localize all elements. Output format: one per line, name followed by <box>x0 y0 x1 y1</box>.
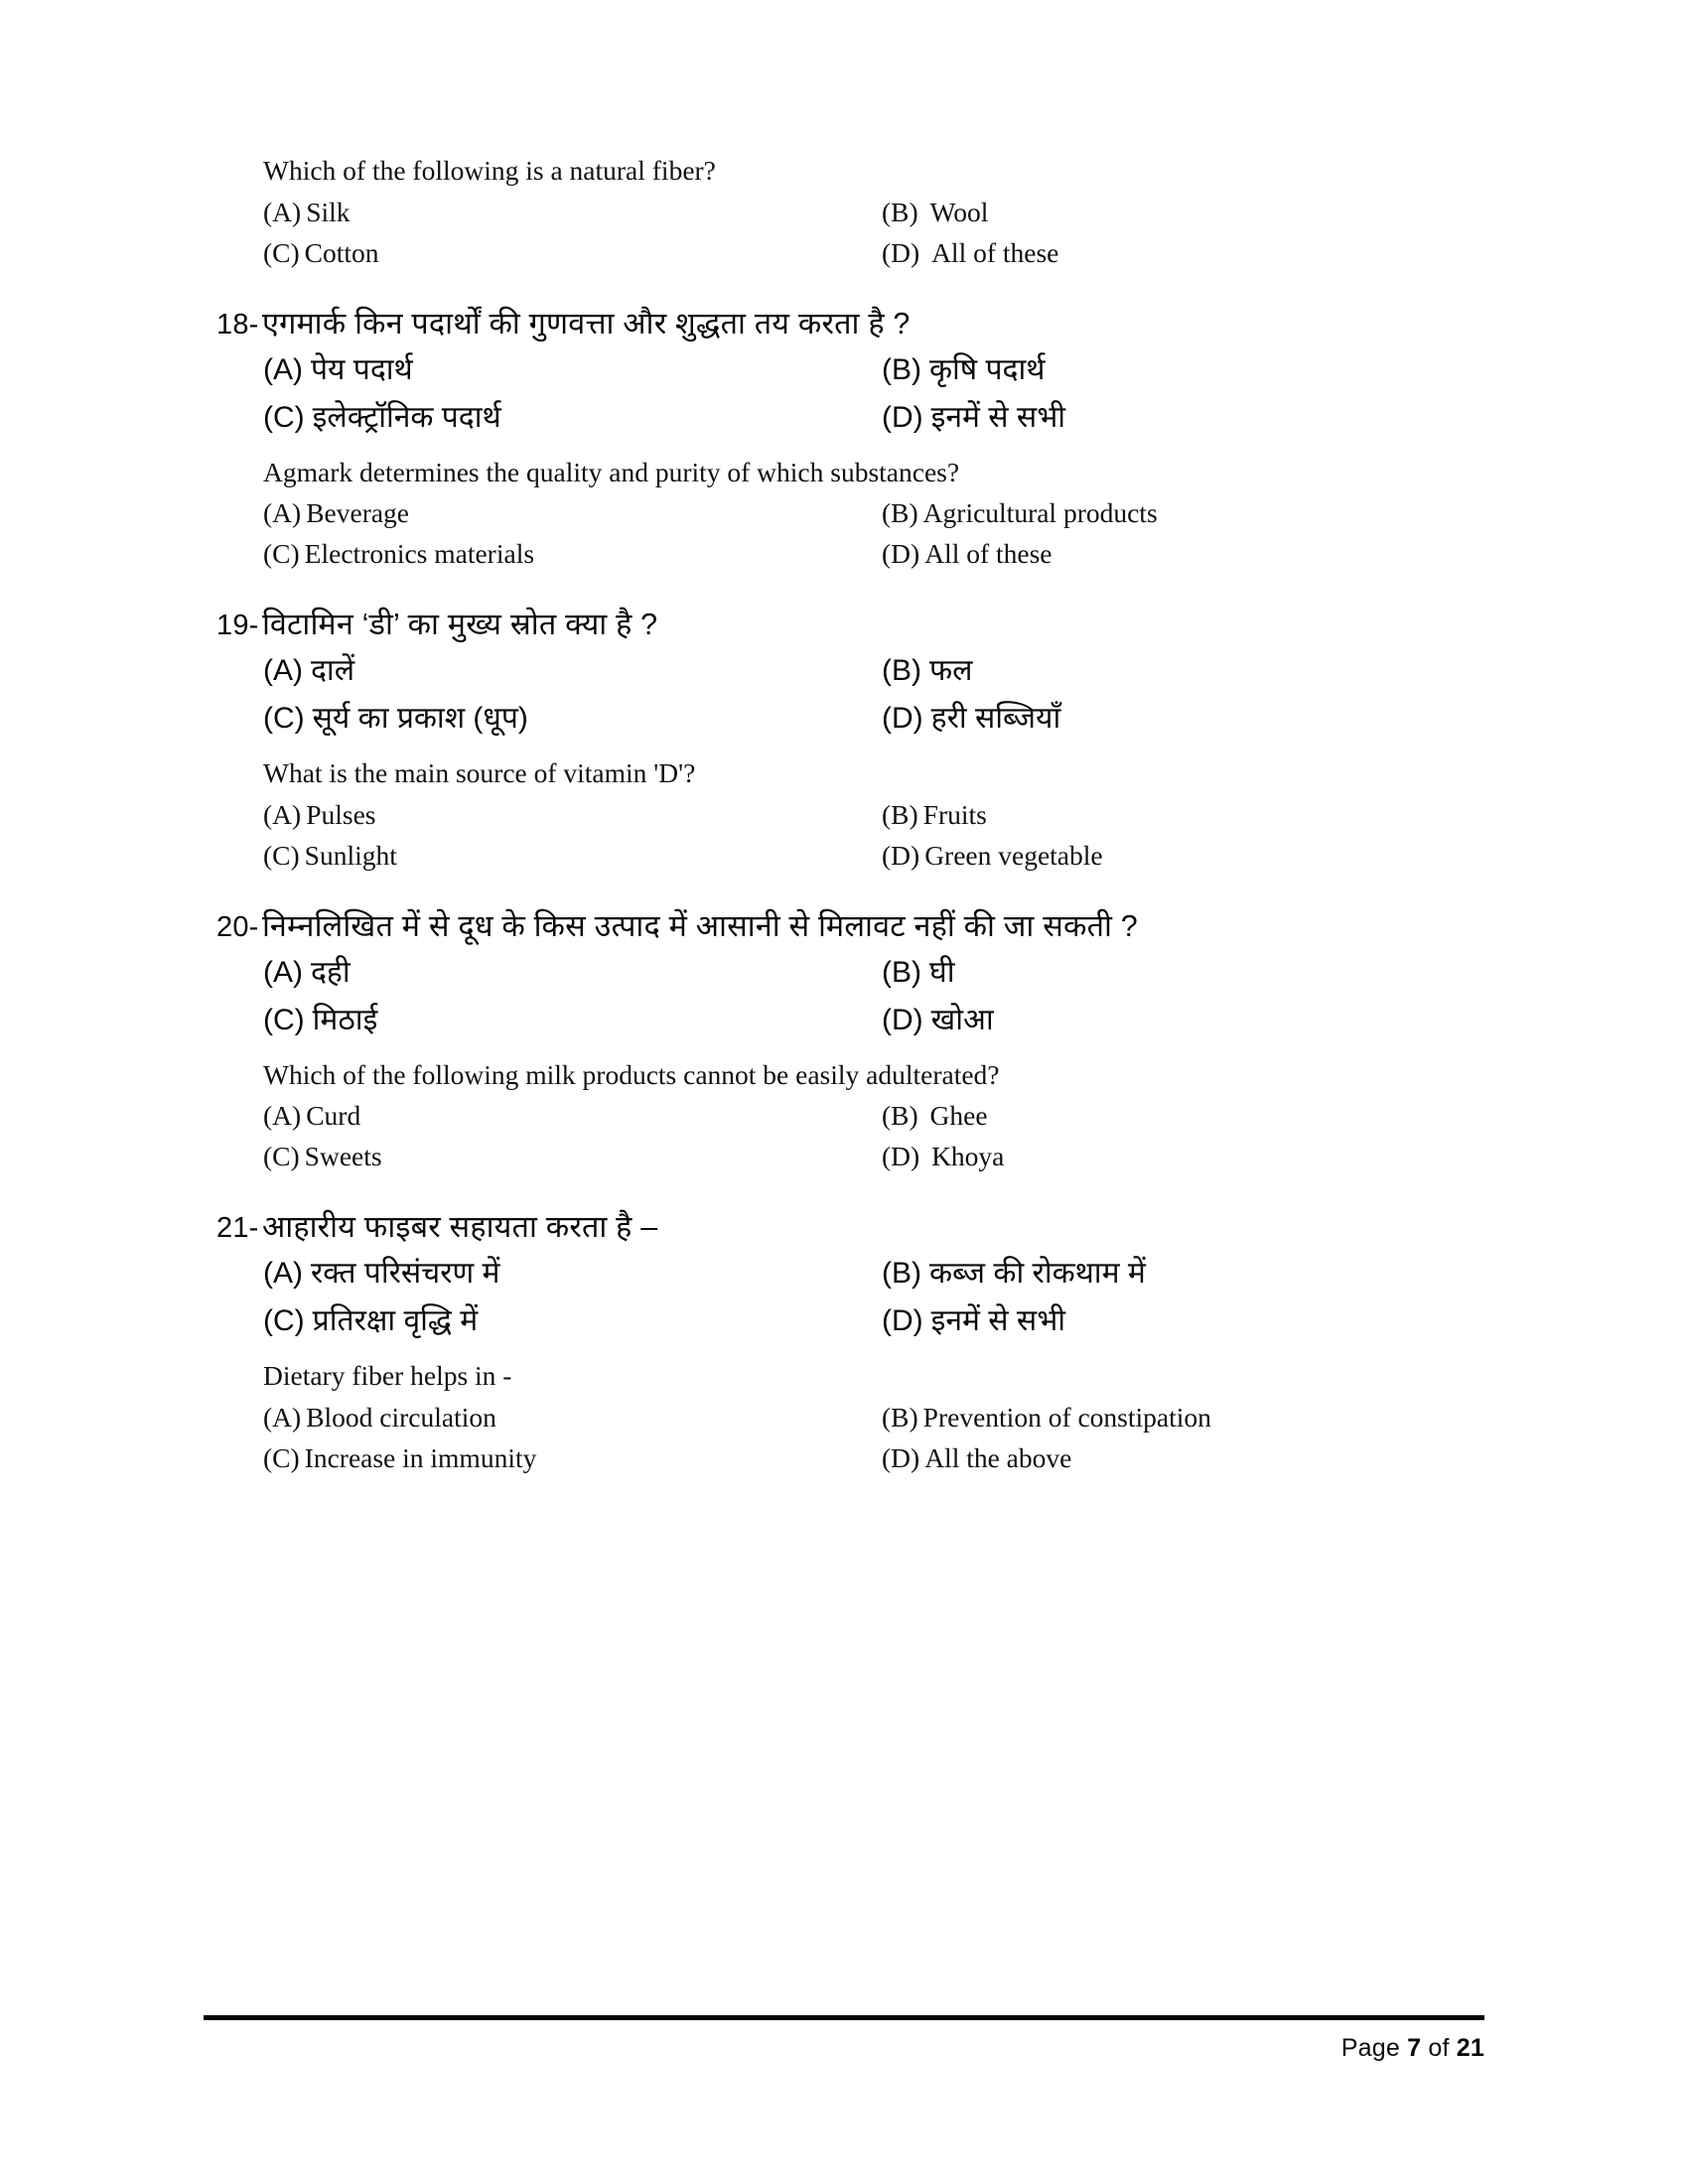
question-block-17-continuation <box>204 157 1484 267</box>
option-row <box>204 400 1484 434</box>
page-footer <box>204 2015 1484 2063</box>
option-b[interactable] <box>882 799 987 830</box>
option-cell <box>844 1441 1484 1473</box>
question-stem-hi <box>216 610 1484 640</box>
option-row <box>204 656 1484 686</box>
option-cell <box>204 1401 844 1433</box>
option-label: (A) <box>263 1100 302 1131</box>
option-c[interactable] <box>263 538 534 569</box>
option-row <box>204 352 1484 386</box>
option-c[interactable] <box>263 1304 478 1337</box>
option-c[interactable] <box>263 840 397 871</box>
option-d[interactable] <box>882 1141 1004 1171</box>
option-label: (B) <box>882 654 921 687</box>
option-cell <box>204 540 844 568</box>
option-cell <box>844 352 1484 386</box>
question-number: 20- <box>216 910 259 943</box>
option-text: हरी सब्जियाँ <box>930 702 1061 735</box>
option-d[interactable] <box>882 840 1103 871</box>
option-row <box>204 196 1484 227</box>
question-text-hi: विटामिन ‘डी’ का मुख्य स्रोत क्या है ? <box>262 608 658 641</box>
option-d[interactable] <box>882 702 1060 735</box>
option-cell <box>204 1441 844 1473</box>
questions-container <box>204 157 1484 1485</box>
option-cell <box>844 540 1484 568</box>
option-row <box>204 955 1484 989</box>
option-cell <box>844 704 1484 734</box>
option-row <box>204 236 1484 268</box>
option-text: All the above <box>924 1441 1072 1473</box>
question-stem-en: Which of the following milk products cannot be easily adulterated? <box>263 1058 1000 1090</box>
option-c[interactable] <box>263 702 528 735</box>
option-cell <box>204 839 844 871</box>
option-cell <box>204 1306 844 1336</box>
option-label: (D) <box>882 236 920 268</box>
option-text: इनमें से सभी <box>930 400 1066 434</box>
question-text-hi: आहारीय फाइबर सहायता करता है – <box>262 1210 658 1244</box>
option-text: फल <box>929 654 973 687</box>
option-d[interactable] <box>882 538 1053 569</box>
option-label: (A) <box>263 196 302 227</box>
option-row <box>204 1441 1484 1473</box>
option-b[interactable] <box>882 1402 1211 1433</box>
option-d[interactable] <box>882 1304 1065 1337</box>
question-block-20 <box>204 908 1484 1171</box>
option-row <box>204 798 1484 830</box>
option-text: Agricultural products <box>922 497 1158 528</box>
option-b[interactable] <box>882 353 1045 386</box>
option-cell <box>844 656 1484 686</box>
option-label: (D) <box>882 839 920 871</box>
option-cell <box>844 1306 1484 1336</box>
option-text: पेय पदार्थ <box>311 352 413 386</box>
question-text-hi: निम्नलिखित में से दूध के किस उत्पाद में आसानी से मिलावट नहीं की जा सकती ? <box>262 908 1138 943</box>
option-label: (A) <box>263 1257 303 1290</box>
option-b[interactable] <box>882 197 988 227</box>
option-text: सूर्य का प्रकाश (धूप) <box>312 702 528 735</box>
option-cell <box>844 798 1484 830</box>
option-text: Blood circulation <box>306 1401 496 1433</box>
option-label: (B) <box>882 1100 918 1131</box>
question-block-19 <box>204 610 1484 870</box>
option-a[interactable] <box>263 1100 360 1131</box>
option-cell <box>844 1003 1484 1036</box>
question-stem-en: Dietary fiber helps in - <box>263 1360 512 1391</box>
option-row <box>204 1102 1484 1130</box>
question-number: 19- <box>216 610 259 641</box>
option-label: (A) <box>263 1401 302 1433</box>
option-label: (B) <box>882 497 918 528</box>
question-number: 21- <box>216 1212 259 1244</box>
question-stem-en: Which of the following is a natural fiber? <box>263 155 716 186</box>
option-label: (B) <box>882 798 918 830</box>
option-cell <box>844 1102 1484 1130</box>
question-stem-en: What is the main source of vitamin 'D'? <box>263 757 696 788</box>
option-label: (C) <box>263 1441 300 1473</box>
option-text: Curd <box>306 1100 361 1131</box>
option-cell <box>844 839 1484 871</box>
option-text: Pulses <box>306 798 376 830</box>
option-text: मिठाई <box>312 1003 378 1036</box>
option-a[interactable] <box>263 799 375 830</box>
option-text: दही <box>311 955 351 989</box>
option-cell <box>844 196 1484 227</box>
option-a[interactable] <box>263 1402 496 1433</box>
option-a[interactable] <box>263 497 409 528</box>
option-c[interactable] <box>263 1442 536 1473</box>
footer-page-word: Page <box>1340 2034 1400 2062</box>
option-text: कब्ज की रोकथाम में <box>929 1257 1146 1290</box>
option-cell <box>204 1259 844 1289</box>
option-text: Ghee <box>929 1100 988 1131</box>
option-text: Prevention of constipation <box>922 1401 1211 1433</box>
option-label: (C) <box>263 702 305 735</box>
option-text: इनमें से सभी <box>930 1304 1066 1337</box>
option-c[interactable] <box>263 1004 377 1036</box>
page-number-indicator <box>204 2034 1484 2063</box>
option-text: Khoya <box>931 1141 1005 1171</box>
option-cell <box>204 704 844 734</box>
option-cell <box>204 400 844 434</box>
option-label: (D) <box>882 702 923 735</box>
option-row <box>204 1306 1484 1336</box>
option-cell <box>204 656 844 686</box>
footer-divider <box>204 2015 1484 2020</box>
option-label: (C) <box>263 236 300 268</box>
option-text: Green vegetable <box>924 839 1103 871</box>
option-cell <box>204 236 844 268</box>
option-label: (C) <box>263 538 300 569</box>
question-stem-hi <box>216 306 1484 341</box>
option-b[interactable] <box>882 1257 1146 1290</box>
option-text: Silk <box>306 196 351 227</box>
option-b[interactable] <box>882 654 972 687</box>
option-d[interactable] <box>882 401 1065 434</box>
option-cell <box>844 955 1484 989</box>
option-cell <box>204 196 844 227</box>
option-a[interactable] <box>263 654 354 687</box>
option-label: (A) <box>263 955 303 989</box>
option-text: घी <box>929 955 955 989</box>
option-label: (D) <box>882 1441 920 1473</box>
question-block-18 <box>204 306 1484 569</box>
option-label: (C) <box>263 839 300 871</box>
option-a[interactable] <box>263 956 351 989</box>
option-row <box>204 839 1484 871</box>
option-row <box>204 1259 1484 1289</box>
option-text: Sweets <box>304 1141 382 1171</box>
option-label: (C) <box>263 1141 300 1171</box>
option-cell <box>204 1102 844 1130</box>
option-label: (C) <box>263 1304 305 1337</box>
option-a[interactable] <box>263 1257 499 1290</box>
question-number: 18- <box>216 308 259 341</box>
option-text: Sunlight <box>304 839 397 871</box>
option-text: Increase in immunity <box>304 1441 537 1473</box>
option-text: दालें <box>311 654 355 687</box>
option-label: (A) <box>263 497 302 528</box>
option-text: Cotton <box>304 236 379 268</box>
option-text: Wool <box>929 196 989 227</box>
question-block-21 <box>204 1212 1484 1472</box>
footer-current-page: 7 <box>1407 2034 1422 2062</box>
option-d[interactable] <box>882 237 1058 268</box>
option-cell <box>844 1143 1484 1170</box>
option-text: Electronics materials <box>304 538 535 569</box>
option-cell <box>844 499 1484 527</box>
option-label: (B) <box>882 352 921 386</box>
option-cell <box>844 400 1484 434</box>
option-label: (C) <box>263 400 305 434</box>
option-c[interactable] <box>263 1141 382 1171</box>
footer-of-word: of <box>1428 2034 1450 2062</box>
option-text: इलेक्ट्रॉनिक पदार्थ <box>312 400 501 434</box>
option-label: (D) <box>882 1304 923 1337</box>
option-text: Beverage <box>306 497 410 528</box>
option-text: कृषि पदार्थ <box>929 352 1046 386</box>
option-label: (A) <box>263 352 303 386</box>
option-cell <box>204 798 844 830</box>
option-label: (A) <box>263 798 302 830</box>
footer-total-pages: 21 <box>1456 2034 1484 2062</box>
option-cell <box>204 352 844 386</box>
option-b[interactable] <box>882 497 1158 528</box>
option-text: रक्त परिसंचरण में <box>311 1257 500 1290</box>
question-text-hi: एगमार्क किन पदार्थों की गुणवत्ता और शुद्धता तय करता है ? <box>262 306 911 341</box>
option-label: (B) <box>882 196 918 227</box>
question-stem-hi <box>216 1212 1484 1243</box>
option-c[interactable] <box>263 401 501 434</box>
option-row <box>204 1003 1484 1036</box>
option-row <box>204 499 1484 527</box>
option-text: Fruits <box>922 798 987 830</box>
option-label: (D) <box>882 538 920 569</box>
option-cell <box>204 1003 844 1036</box>
option-text: All of these <box>924 538 1053 569</box>
option-label: (C) <box>263 1003 305 1036</box>
question-stem-en: Agmark determines the quality and purity of which substances? <box>263 456 960 487</box>
question-stem-hi <box>216 908 1484 943</box>
option-c[interactable] <box>263 237 379 268</box>
option-label: (B) <box>882 1257 921 1290</box>
option-label: (D) <box>882 1003 923 1036</box>
option-text: All of these <box>931 236 1059 268</box>
option-a[interactable] <box>263 197 351 227</box>
option-label: (D) <box>882 1141 920 1171</box>
option-cell <box>204 955 844 989</box>
option-row <box>204 540 1484 568</box>
option-row <box>204 1143 1484 1170</box>
option-cell <box>844 1401 1484 1433</box>
option-cell <box>204 499 844 527</box>
option-b[interactable] <box>882 1100 988 1131</box>
option-cell <box>844 1259 1484 1289</box>
option-cell <box>844 236 1484 268</box>
option-text: खोआ <box>930 1003 994 1036</box>
option-row <box>204 704 1484 734</box>
option-label: (D) <box>882 400 923 434</box>
option-row <box>204 1401 1484 1433</box>
option-b[interactable] <box>882 956 955 989</box>
option-d[interactable] <box>882 1442 1071 1473</box>
option-text: प्रतिरक्षा वृद्धि में <box>312 1304 479 1337</box>
option-label: (B) <box>882 1401 918 1433</box>
option-label: (A) <box>263 654 303 687</box>
option-label: (B) <box>882 955 921 989</box>
option-cell <box>204 1143 844 1170</box>
option-a[interactable] <box>263 353 413 386</box>
option-d[interactable] <box>882 1004 994 1036</box>
